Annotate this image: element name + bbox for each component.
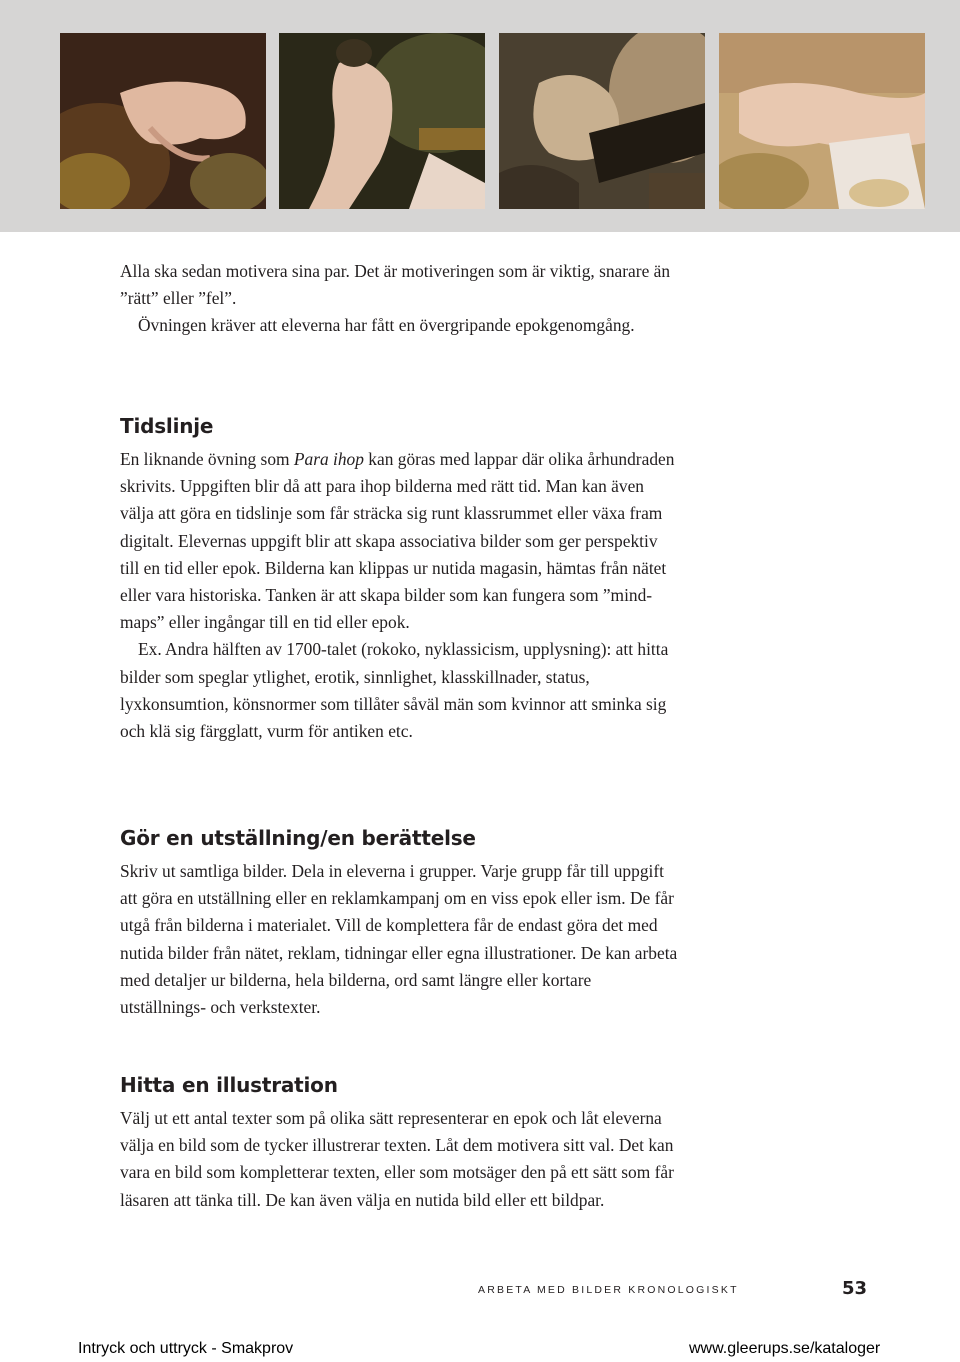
italic-title: Para ihop [293,449,364,469]
intro-text [120,258,680,340]
section-illustration [120,1072,680,1214]
section-tidslinje [120,413,680,745]
intro-paragraph-2: Övningen kräver att eleverna har fått en övergripande epokgenomgång. [138,315,635,336]
intro-paragraph-1: Alla ska sedan motivera sina par. Det är motiveringen som är viktig, snarare än ”rätt” eller ”fel”. [120,261,671,309]
page-number: 53 [842,1278,868,1299]
running-title: ARBETA MED BILDER KRONOLOGISKT [478,1284,739,1296]
painting-detail-hand-2 [279,33,485,209]
section-heading: Hitta en illustration [120,1073,338,1097]
section-heading: Gör en utställning/en berättelse [120,826,476,850]
section-paragraph: Ex. Andra hälften av 1700-talet (rokoko, nyklassicism, upplysning): att hitta bilder som speglar ytlighet, erotik, sinnlighet, klasskillnader, status, lyxkonsumtion, könsnormer som tillåter såväl män som kvinnor att sminka sig och klä sig färgglatt, vurm för antiken etc. [120,639,669,742]
section-paragraph: Välj ut ett antal texter som på olika sätt representerar en epok och låt eleverna välja en bild som de tycker illustrerar texten. Låt dem motivera sitt val. Det kan vara en bild som kompletterar texten, eller som motsäger den på ett sätt som får läsaren att tänka till. De kan även välja en nutida bild eller ett bildpar. [120,1108,674,1210]
section-paragraph: Skriv ut samtliga bilder. Dela in eleverna i grupper. Varje grupp får till uppgift att göra en utställning eller en reklamkampanj om en viss epok eller ism. De får utgå från bilderna i materialet. Vill de komplettera får de endast göra det med nutida bilder från nätet, reklam, tidningar eller egna illustrationer. De kan arbeta med detaljer ur bilderna, hela bilderna, ord samt längre eller kortare utställnings- och verkstexter. [120,861,678,1018]
painting-detail-hand-1 [60,33,266,209]
painting-detail-hand-3 [499,33,705,209]
header-image-band [0,0,960,232]
footer-link[interactable]: www.gleerups.se/kataloger [689,1340,881,1357]
paragraph-text: En liknande övning som [120,449,294,469]
section-paragraph [120,446,680,636]
paragraph-text: kan göras med lappar där olika århundraden skrivits. Uppgiften blir då att para ihop bilderna med rätt tid. Man kan även välja att göra en tidslinje som får sträcka sig runt klassrummet eller växa fram digitalt. Elevernas uppgift blir att skapa associativa bilder som ger perspektiv till en tid eller epok. Bilderna kan klippas ur nutida magasin, hämtas från nätet eller vara historiska. Tanken är att skapa bilder som kan fungera som ”mind-maps” eller ingångar till en tid eller epok. [120,449,675,633]
section-heading: Tidslinje [120,414,214,438]
section-utstallning [120,825,680,1021]
footer-left: Intryck och uttryck - Smakprov [78,1340,294,1357]
painting-detail-hand-4 [719,33,925,209]
